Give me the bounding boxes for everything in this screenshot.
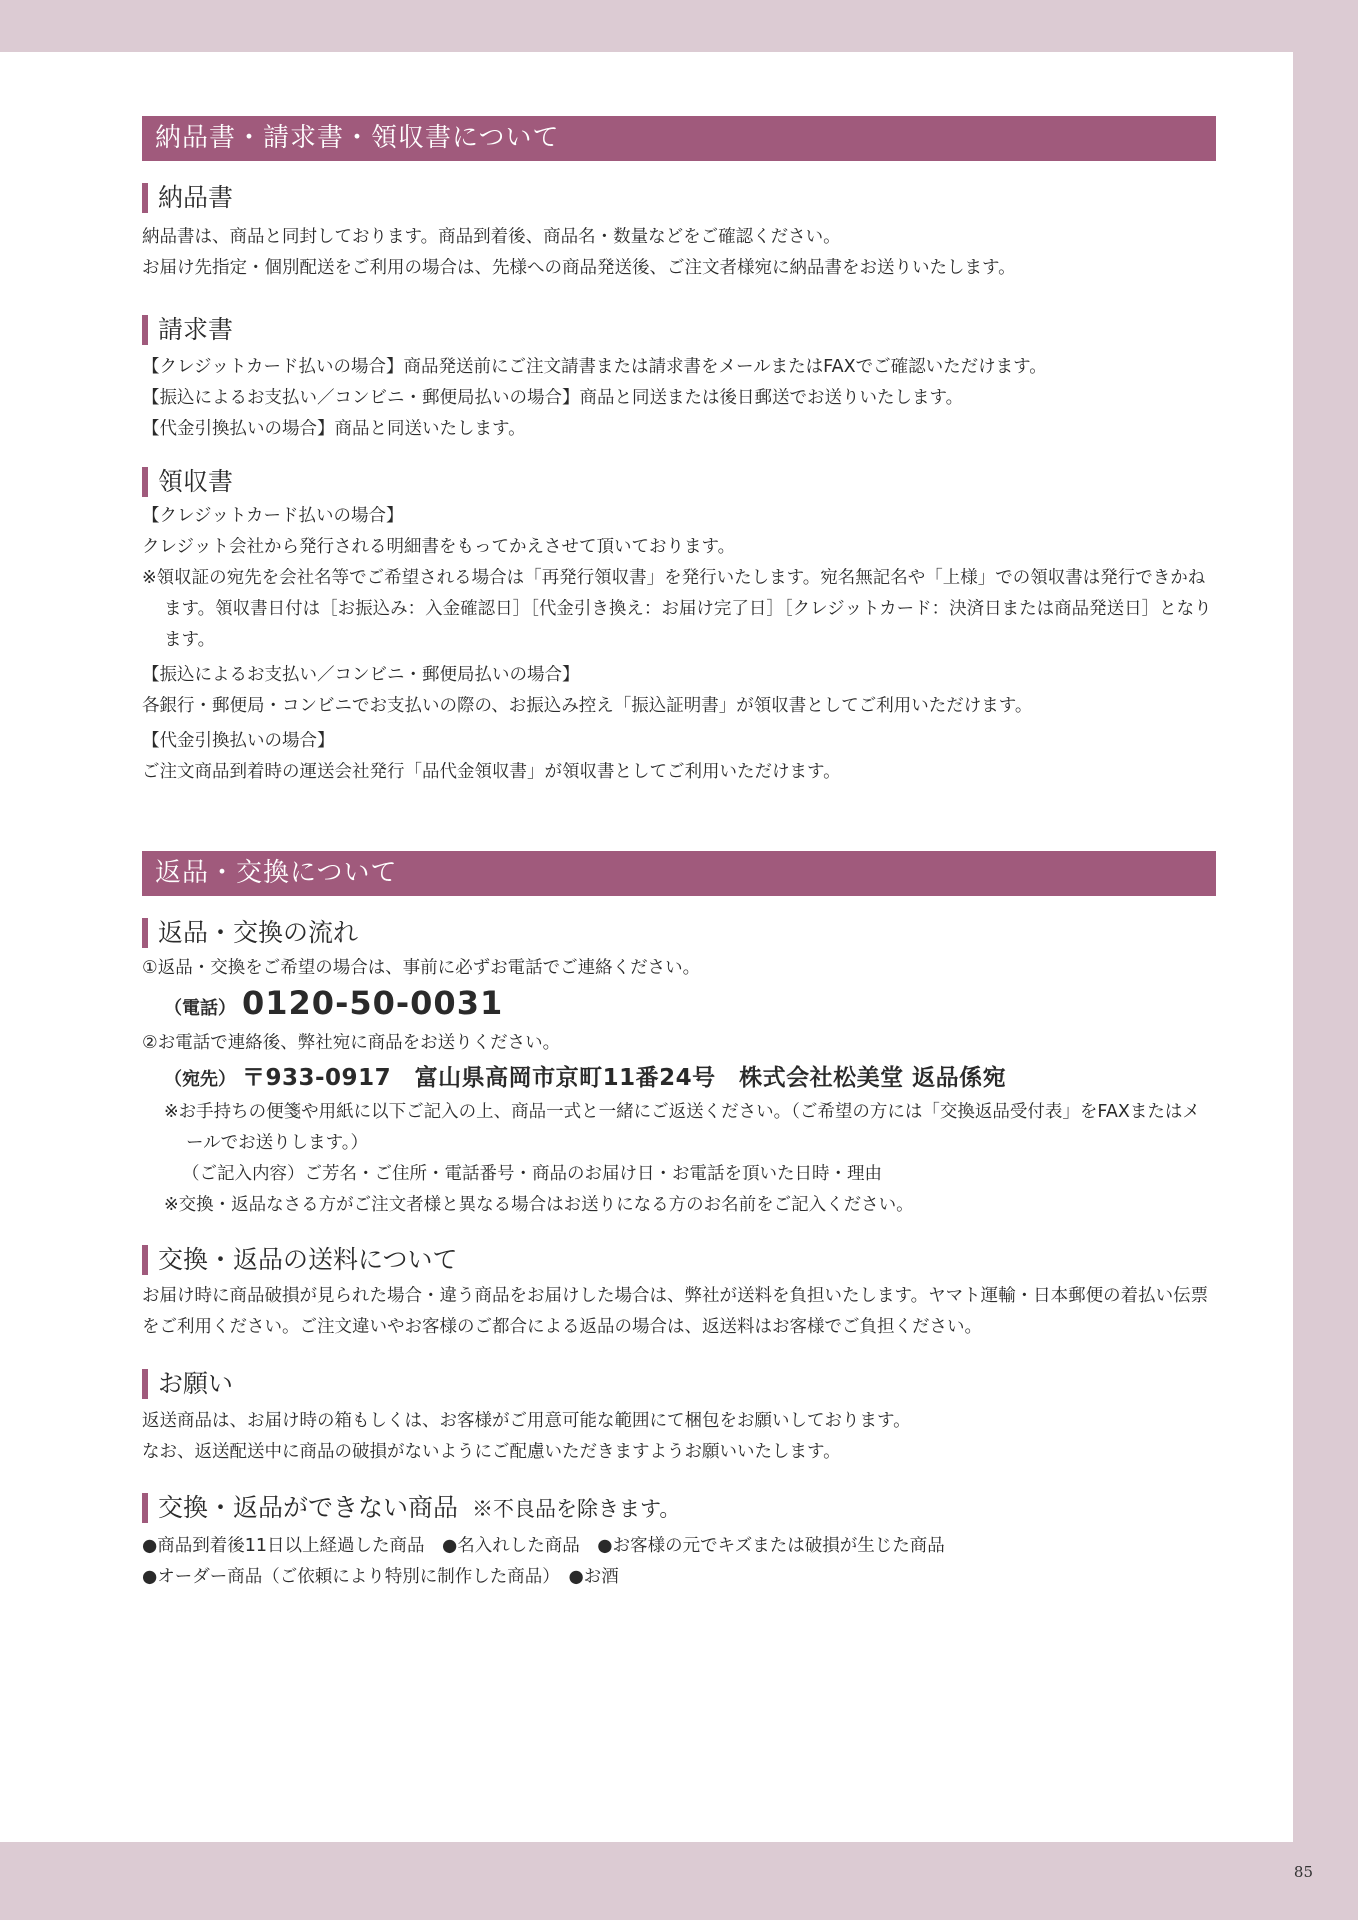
heading-seikyu: 請求書 [142,315,1216,345]
return-address: 〒933-0917 富山県高岡市京町11番24号 株式会社松美堂 返品係宛 [242,1065,1007,1091]
seikyu-line-2: 【振込によるお支払い／コンビニ・郵便局払いの場合】商品と同送または後日郵送でお送りいたします。 [142,388,964,408]
ryoshu-daibiki-line: ご注文商品到着時の運送会社発行「品代金領収書」が領収書としてご利用いただけます。 [142,762,841,782]
page-number: 85 [1293,1863,1313,1881]
heading-nouhin: 納品書 [142,183,1216,213]
ryoshu-furikomi-line: 各銀行・郵便局・コンビニでお支払いの際の、お振込み控え「振込証明書」が領収書としてご利用いただけます。 [142,696,1033,716]
request-line-2: なお、返送配送中に商品の破損がないようにご配慮いただきますようお願いいたします。 [142,1442,841,1462]
ryoshu-credit-line: クレジット会社から発行される明細書をもってかえさせて頂いております。 [142,537,736,557]
ryoshu-furikomi-label: 【振込によるお支払い／コンビニ・郵便局払いの場合】 [142,665,580,685]
page-sheet [0,52,1293,1842]
heading-ryoshu: 領収書 [142,467,1216,497]
ryoshu-credit-label: 【クレジットカード払いの場合】 [142,506,404,526]
address-tag: （宛先） [164,1069,236,1090]
flow-step-2: ②お電話で連絡後、弊社宛に商品をお送りください。 [142,1033,561,1053]
flow-note-1: ※お手持ちの便箋や用紙に以下ご記入の上、商品一式と一緒にご返送ください。（ご希望の方には「交換返品受付表」をFAXまたはメールでお送りします。） [164,1102,1200,1153]
heading-return-shipping: 交換・返品の送料について [142,1245,1216,1275]
address-row [142,1059,1216,1097]
shipping-text: お届け時に商品破損が見られた場合・違う商品をお届けした場合は、弊社が送料を負担いたします。ヤマト運輸・日本郵便の着払い伝票をご利用ください。ご注文違いやお客様のご都合による返品の場合は、返送料はお客様でご負担ください。 [142,1286,1209,1337]
flow-note-2: ※交換・返品なさる方がご注文者様と異なる場合はお送りになる方のお名前をご記入ください。 [164,1195,914,1215]
flow-step-1: ①返品・交換をご希望の場合は、事前に必ずお電話でご連絡ください。 [142,958,701,978]
ryoshu-daibiki-label: 【代金引換払いの場合】 [142,731,335,751]
section-banner-documents: 納品書・請求書・領収書について [142,116,1216,161]
ryoshu-credit-note: ※領収証の宛先を会社名等でご希望される場合は「再発行領収書」を発行いたします。宛名無記名や「上様」での領収書は発行できかねます。領収書日付は［お振込み：入金確認日］［代金引き換え：お届け完了日］［クレジットカード：決済日または商品発送日］となります。 [142,568,1212,650]
heading-request: お願い [142,1369,1216,1399]
phone-row [142,984,1216,1028]
phone-number: 0120-50-0031 [242,984,504,1022]
nouhin-line-2: お届け先指定・個別配送をご利用の場合は、先様への商品発送後、ご注文者様宛に納品書をお送りいたします。 [142,258,1016,278]
heading-non-returnable [142,1493,1216,1523]
nouhin-line-1: 納品書は、商品と同封しております。商品到着後、商品名・数量などをご確認ください。 [142,227,841,247]
request-line-1: 返送商品は、お届け時の箱もしくは、お客様がご用意可能な範囲にて梱包をお願いしております。 [142,1411,911,1431]
page-content [142,116,1216,1593]
section-banner-returns: 返品・交換について [142,851,1216,896]
heading-return-flow: 返品・交換の流れ [142,918,1216,948]
non-returnable-note: ※不良品を除きます。 [472,1497,681,1521]
seikyu-line-3: 【代金引換払いの場合】商品と同送いたします。 [142,419,526,439]
seikyu-line-1: 【クレジットカード払いの場合】商品発送前にご注文請書または請求書をメールまたはFAXでご確認いただけます。 [142,357,1047,377]
non-returnable-title: 交換・返品ができない商品 [158,1493,459,1522]
non-returnable-line-1: ●商品到着後11日以上経過した商品 ●名入れした商品 ●お客様の元でキズまたは破損が生じた商品 [142,1536,945,1556]
phone-tag: （電話） [164,998,236,1019]
flow-note-fields: （ご記入内容）ご芳名・ご住所・電話番号・商品のお届け日・お電話を頂いた日時・理由 [182,1164,882,1184]
non-returnable-line-2: ●オーダー商品（ご依頼により特別に制作した商品） ●お酒 [142,1567,619,1587]
